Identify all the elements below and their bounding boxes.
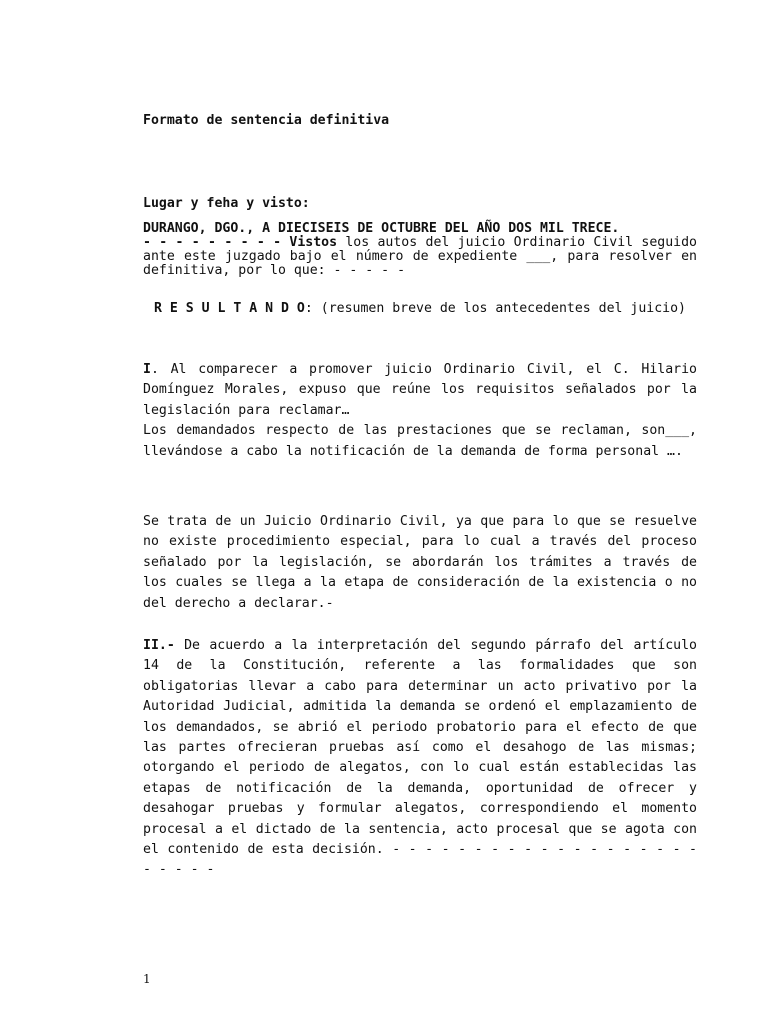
paragraph-3-label: II.- bbox=[143, 638, 175, 653]
resultando-label: R E S U L T A N D O bbox=[154, 301, 305, 316]
resultando-heading bbox=[143, 298, 697, 320]
header-dashes: - - - - - - - - - bbox=[143, 235, 290, 250]
paragraph-1-text: . Al comparecer a promover juicio Ordinario Civil, el C. Hilario Domínguez Morales, expuso que reúne los requisitos señalados por la legislación para reclamar… bbox=[143, 362, 697, 418]
paragraph-1-text-2: Los demandados respecto de las prestaciones que se reclaman, son___, llevándose a cabo la notificación de la demanda de forma personal …. bbox=[143, 423, 697, 459]
header-line: DURANGO, DGO., A DIECISEIS DE OCTUBRE DEL AÑO DOS MIL TRECE. bbox=[143, 221, 620, 236]
lugar-heading: Lugar y feha y visto: bbox=[143, 196, 310, 211]
header-vistos: Vistos bbox=[289, 235, 338, 250]
resultando-rest: : (resumen breve de los antecedentes del juicio) bbox=[304, 301, 686, 316]
header-paragraph bbox=[143, 222, 697, 278]
header-rest: los autos del juicio Ordinario Civil seguido ante este juzgado bajo el número de expediente ___, para resolver en definitiva, por lo que: - - - - - bbox=[143, 235, 697, 278]
document-title: Formato de sentencia definitiva bbox=[143, 113, 390, 128]
paragraph-3-text: De acuerdo a la interpretación del segundo párrafo del artículo 14 de la Constitución, referente a las formalidades que son obligatorias llevar a cabo para determinar un acto privativo por la Autoridad Judicial, admitida la demanda se ordenó el emplazamiento de los demandados, se abrió el periodo probatorio para el efecto de que las partes ofrecieran pruebas así como el desahogo de las mismas; otorgando el periodo de alegatos, con lo cual están establecidas las etapas de notificación de la demanda, oportunidad de ofrecer y desahogar pruebas y formular alegatos, correspondiendo el momento procesal a el dictado de la sentencia, acto procesal que se agota con el contenido de esta decisión. - - - - - - - - - - - - - - - - - - - - - - - - bbox=[143, 638, 697, 878]
paragraph-1 bbox=[143, 360, 697, 462]
page-number: 1 bbox=[143, 972, 151, 986]
paragraph-3 bbox=[143, 636, 697, 881]
paragraph-1-label: I bbox=[143, 362, 151, 377]
paragraph-2: Se trata de un Juicio Ordinario Civil, ya que para lo que se resuelve no existe procedimiento especial, para lo cual a través del proceso señalado por la legislación, se abordarán los trámites a través de los cuales se llega a la etapa de consideración de la existencia o no del derecho a declarar.- bbox=[143, 514, 697, 611]
